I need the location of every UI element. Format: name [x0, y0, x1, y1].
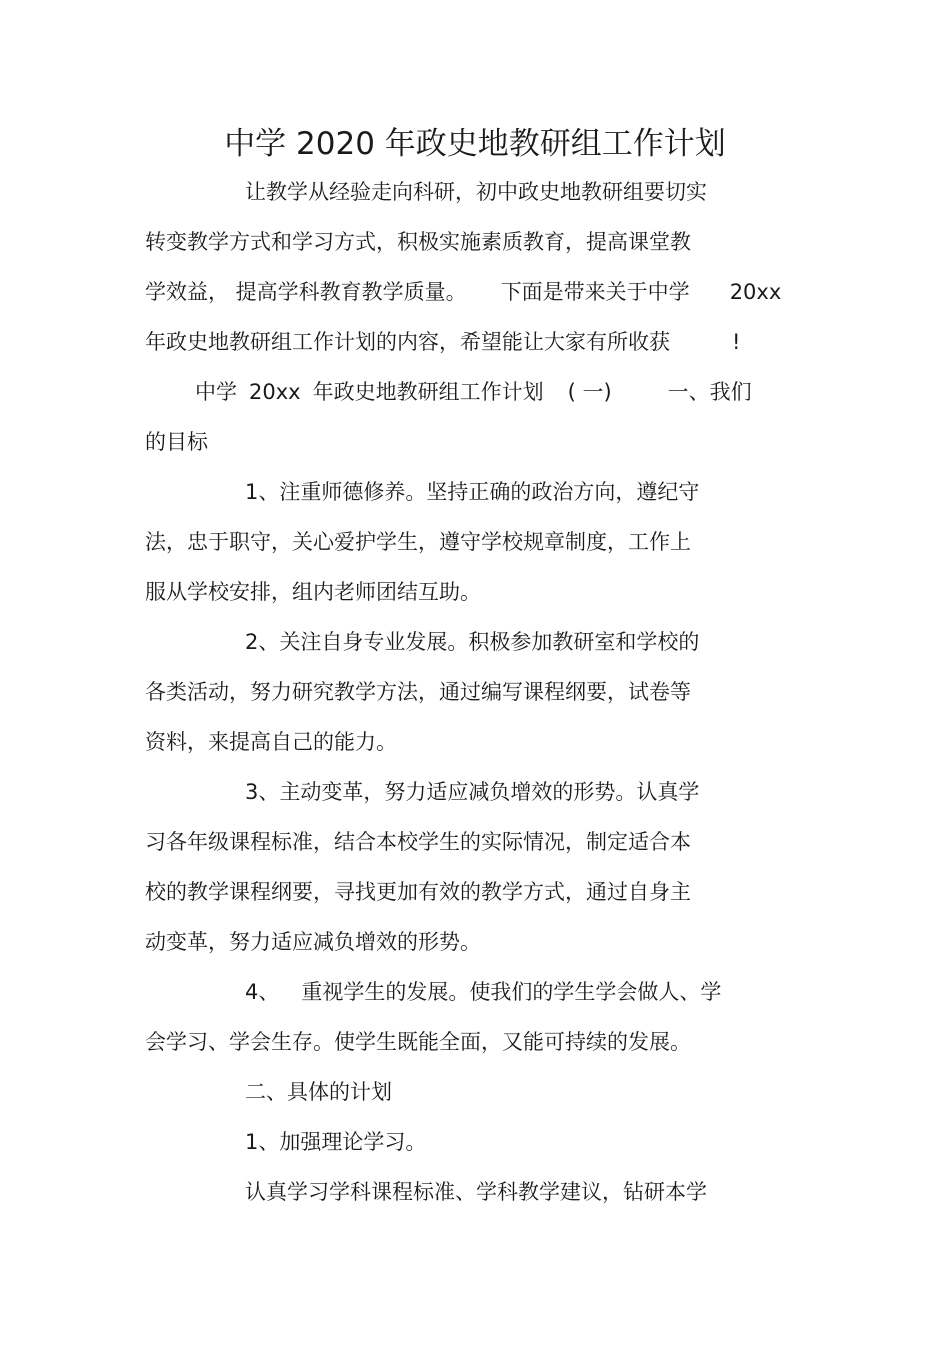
goal-line: 服从学校安排，组内老师团结互助。 [145, 580, 481, 604]
goal-line: 校的教学课程纲要，寻找更加有效的教学方式，通过自身主 [145, 880, 691, 904]
goal-line: 法，忠于职守，关心爱护学生，遵守学校规章制度，工作上 [145, 530, 691, 554]
intro-line: 让教学从经验走向科研，初中政史地教研组要切实 [245, 180, 707, 204]
goal-line: 资料，来提高自己的能力。 [145, 730, 397, 754]
plan-item: 1、加强理论学习。 [245, 1130, 427, 1154]
intro-line [145, 276, 781, 308]
heading-text: ( 一) [567, 380, 612, 404]
goal-line: 各类活动，努力研究教学方法，通过编写课程纲要，试卷等 [145, 680, 691, 704]
goal-line: 2、关注自身专业发展。积极参加教研室和学校的 [245, 630, 700, 654]
goal-line: 习各年级课程标准，结合本校学生的实际情况，制定适合本 [145, 830, 691, 854]
heading-text: 中学 [195, 380, 237, 404]
plan-text: 认真学习学科课程标准、学科教学建议，钻研本学 [245, 1180, 707, 1204]
intro-text: ! [732, 330, 741, 354]
intro-text: 年政史地教研组工作计划的内容，希望能让大家有所收获 [145, 330, 670, 354]
goal-line [245, 976, 721, 1008]
heading-text: 一、我们 [667, 380, 752, 404]
section-one-heading-cont: 的目标 [145, 430, 208, 454]
goal-line: 动变革，努力适应减负增效的形势。 [145, 930, 481, 954]
intro-text: 20xx [729, 280, 782, 304]
document-title: 中学 2020 年政史地教研组工作计划 [224, 126, 726, 162]
goal-number: 4、 [245, 980, 280, 1004]
section-two-heading: 二、具体的计划 [245, 1080, 392, 1104]
goal-line: 会学习、学会生存。使学生既能全面，又能可持续的发展。 [145, 1030, 691, 1054]
heading-text: 年政史地教研组工作计划 [312, 380, 544, 404]
goal-line: 1、注重师德修养。坚持正确的政治方向，遵纪守 [245, 480, 700, 504]
intro-text: 下面是带来关于中学 [500, 280, 690, 304]
intro-line [145, 326, 740, 358]
intro-text: 学效益， 提高学科教育教学质量。 [145, 280, 467, 304]
goal-line: 3、主动变革，努力适应减负增效的形势。认真学 [245, 780, 700, 804]
goal-text: 重视学生的发展。使我们的学生学会做人、学 [301, 980, 722, 1004]
section-one-heading [195, 376, 752, 408]
intro-line: 转变教学方式和学习方式，积极实施素质教育，提高课堂教 [145, 230, 691, 254]
heading-text: 20xx [249, 380, 301, 404]
